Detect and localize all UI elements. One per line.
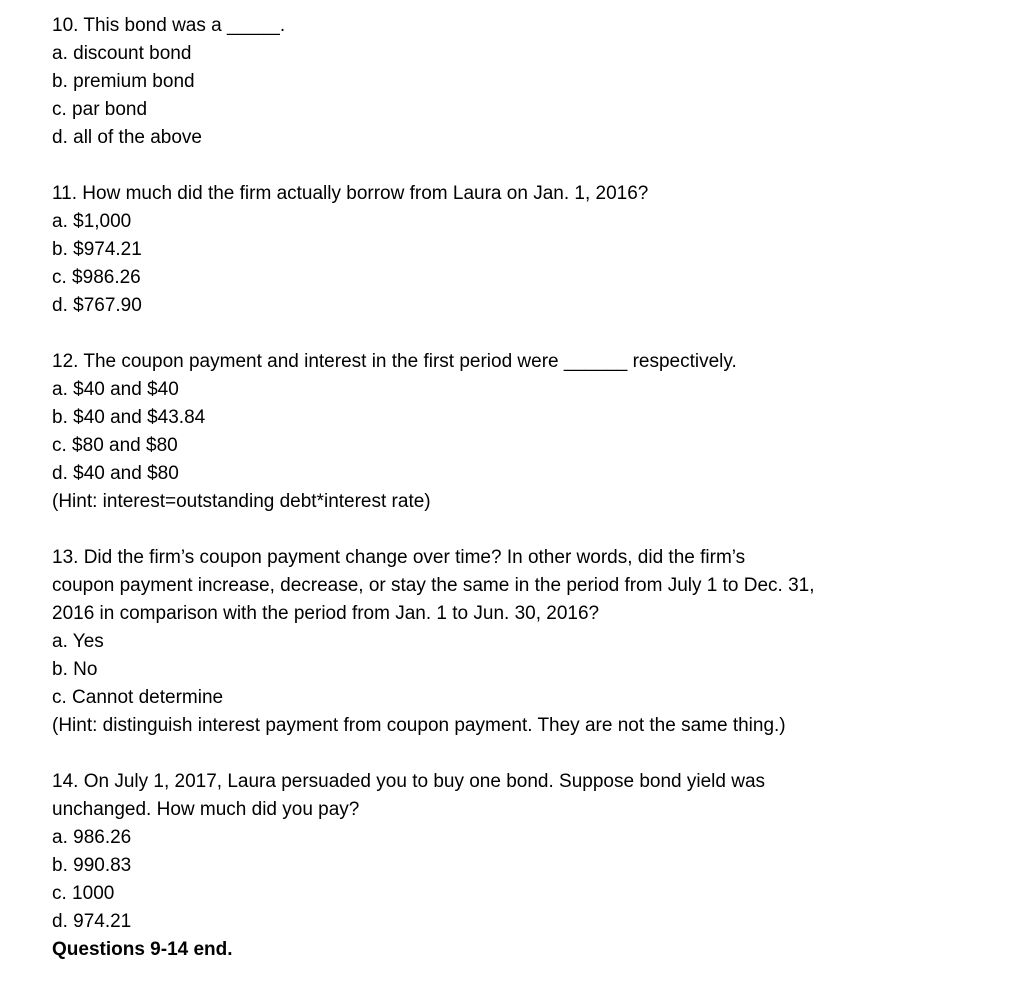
question-stem: 13. Did the firm’s coupon payment change over time? In other words, did the firm’s — [52, 547, 746, 568]
option-c: c. $80 and $80 — [52, 435, 178, 456]
option-b: b. $974.21 — [52, 239, 142, 260]
question-stem: 14. On July 1, 2017, Laura persuaded you to buy one bond. Suppose bond yield was — [52, 771, 766, 792]
question-stem: 11. How much did the firm actually borrow from Laura on Jan. 1, 2016? — [52, 183, 649, 204]
option-a: a. Yes — [52, 631, 104, 652]
option-d: d. all of the above — [52, 127, 202, 148]
question-11 — [52, 180, 992, 320]
question-10 — [52, 12, 992, 152]
document-page — [52, 12, 992, 964]
hint-text: (Hint: distinguish interest payment from coupon payment. They are not the same thing.) — [52, 715, 786, 736]
option-a: a. 986.26 — [52, 827, 132, 848]
option-c: c. Cannot determine — [52, 687, 224, 708]
section-end-note: Questions 9-14 end. — [52, 939, 233, 960]
option-a: a. $1,000 — [52, 211, 132, 232]
option-b: b. $40 and $43.84 — [52, 407, 206, 428]
option-c: c. 1000 — [52, 883, 115, 904]
question-12 — [52, 348, 992, 516]
option-d: d. 974.21 — [52, 911, 132, 932]
option-c: c. par bond — [52, 99, 148, 120]
question-stem-cont: coupon payment increase, decrease, or stay the same in the period from July 1 to Dec. 31, — [52, 575, 815, 596]
question-stem: 10. This bond was a _____. — [52, 15, 286, 36]
option-d: d. $767.90 — [52, 295, 142, 316]
question-stem-cont: 2016 in comparison with the period from Jan. 1 to Jun. 30, 2016? — [52, 603, 600, 624]
hint-text: (Hint: interest=outstanding debt*interest rate) — [52, 491, 431, 512]
option-d: d. $40 and $80 — [52, 463, 179, 484]
spacer — [52, 516, 992, 544]
option-b: b. premium bond — [52, 71, 195, 92]
spacer — [52, 740, 992, 768]
question-stem: 12. The coupon payment and interest in the first period were ______ respectively. — [52, 351, 737, 372]
option-b: b. No — [52, 659, 98, 680]
option-a: a. discount bond — [52, 43, 192, 64]
question-stem-cont: unchanged. How much did you pay? — [52, 799, 360, 820]
spacer — [52, 320, 992, 348]
option-c: c. $986.26 — [52, 267, 141, 288]
spacer — [52, 152, 992, 180]
option-b: b. 990.83 — [52, 855, 132, 876]
question-13 — [52, 544, 992, 740]
option-a: a. $40 and $40 — [52, 379, 179, 400]
question-14 — [52, 768, 992, 936]
